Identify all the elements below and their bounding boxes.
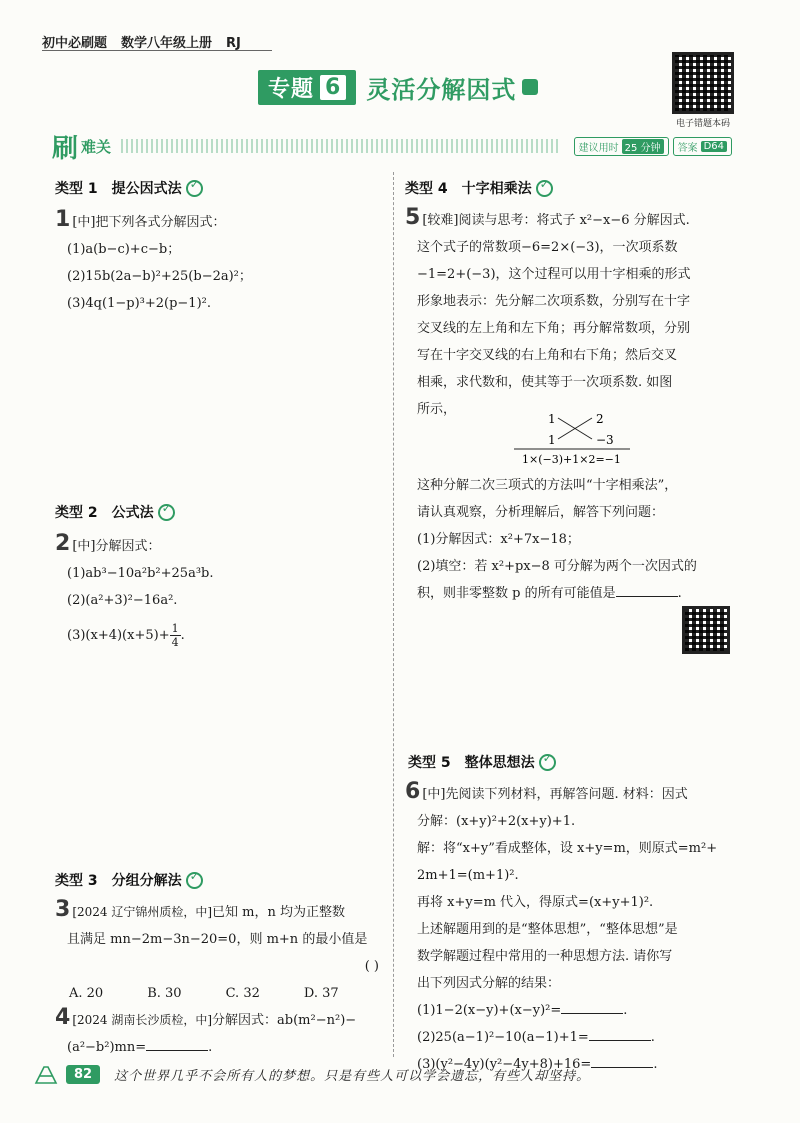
question-stem: 分解因式： — [95, 539, 161, 554]
edition: RJ — [226, 36, 241, 51]
question-line-2: (a²−b²)mn= — [67, 1040, 147, 1055]
q5-line: 写在十字交叉线的右上角和右下角；然后交叉 — [417, 348, 678, 363]
answer-pill — [673, 137, 732, 156]
q5-after-line: 请认真观察，分析理解后，解答下列问题： — [417, 505, 665, 520]
q5-line: 形象地表示：先分解二次项系数，分别写在十字 — [417, 294, 691, 309]
footer-motto: 这个世界几乎不会所有人的梦想。只是有些人可以学会遗忘，有些人却坚持。 — [114, 1068, 591, 1084]
type-label: 类型 1 — [55, 181, 98, 197]
check-icon — [186, 872, 203, 889]
type-label: 类型 5 — [408, 755, 451, 771]
q6-part-3: (3)(y²−4y)(y²−4y+8)+16= — [417, 1057, 592, 1072]
option-a[interactable]: A. 20 — [69, 986, 104, 1001]
question-tag: [中] — [422, 787, 446, 802]
q6-line: 数学解题过程中常用的一种思想方法. 请你写 — [417, 949, 673, 964]
title-badge-label: 专题 — [268, 76, 315, 102]
part-1: (1)ab³−10a²b²+25a³b. — [67, 566, 214, 581]
page-number: 82 — [66, 1065, 100, 1084]
page-footer — [34, 1058, 766, 1090]
band-title: 刷 — [52, 133, 79, 164]
q5-line: 这个式子的常数项−6=2×(−3)，一次项系数 — [417, 240, 678, 255]
part-3: (3)4q(1−p)³+2(p−1)². — [67, 296, 211, 311]
type-name: 公式法 — [111, 505, 154, 521]
question-number: 2 — [55, 531, 71, 556]
cross-bottom-right: −3 — [596, 433, 614, 447]
check-icon — [539, 754, 556, 771]
question-number: 6 — [405, 779, 421, 804]
type-1-heading — [55, 178, 203, 198]
question-5-continued: 这种分解二次三项式的方法叫“十字相乘法”， 请认真观察，分析理解后，解答下列问题： (1)分解因式：x²+7x−18； (2)填空：若 x²+px−8 可分解为两个一次因式的 积，则非零整数 p 的所有可能值是 . — [405, 472, 745, 607]
answer-page: D64 — [701, 141, 727, 152]
question-line-1: 分解因式：ab(m²−n²)− — [212, 1013, 357, 1028]
type-3-heading — [55, 870, 203, 890]
type-name: 提公因式法 — [111, 181, 182, 197]
question-5 — [405, 204, 745, 423]
q6-line: 再将 x+y=m 代入，得原式=(x+y+1)². — [417, 895, 654, 910]
type-5-heading — [408, 752, 556, 772]
fraction-denominator: 4 — [171, 636, 179, 649]
question-line-1: 已知 m，n 均为正整数 — [212, 905, 345, 920]
q6-line: 先阅读下列材料，再解答问题. 材料：因式 — [445, 787, 688, 802]
q6-part-1: (1)1−2(x−y)+(x−y)²= — [417, 1003, 562, 1018]
q5-line: −1=2+(−3)，这个过程可以用十字相乘的形式 — [417, 267, 691, 282]
cross-diagram — [512, 406, 632, 468]
band-subtitle: 难关 — [81, 137, 112, 156]
title-number: 6 — [320, 75, 346, 100]
check-icon — [158, 504, 175, 521]
question-tag: [2024 湖南长沙质检，中] — [72, 1013, 213, 1027]
q6-part-2: (2)25(a−1)²−10(a−1)+1= — [417, 1030, 589, 1045]
question-tag: [较难] — [422, 213, 459, 228]
option-d[interactable]: D. 37 — [303, 986, 339, 1001]
cross-bottom-left: 1 — [548, 433, 556, 447]
answer-label: 答案 — [677, 142, 698, 154]
qr-code-mid[interactable] — [682, 604, 730, 654]
header-rule — [42, 50, 272, 51]
cross-result: 1×(−3)+1×2=−1 — [522, 453, 621, 466]
time-pill — [574, 137, 669, 156]
type-label: 类型 4 — [405, 181, 448, 197]
option-b[interactable]: B. 30 — [147, 986, 182, 1001]
question-6: 6 [中]先阅读下列材料，再解答问题. 材料：因式 分解：(x+y)²+2(x+y)+1. 解：将“x+y”看成整体，设 x+y=m，则原式=m²+ 2m+1=(m+1)². 再将 x+y=m 代入，得原式=(x+y+1)². 上述解题用到的是“整体思想”，“整体思想”是 数学解题过程中常用的一种思想方法. 请你写 出下列因式分解的结果： (1)1−2(x−y)+(x−y)²= . (2)25(a−1)²−10(a−1)+1= . (3)(y²−4y)(y²−4y+8)+16= . — [405, 778, 750, 1078]
fraction — [170, 622, 181, 649]
q5-line: 阅读与思考：将式子 x²−x−6 分解因式. — [458, 213, 690, 228]
question-tag: [中] — [72, 539, 96, 554]
q6-line: 上述解题用到的是“整体思想”，“整体思想”是 — [417, 922, 678, 937]
question-tag: [中] — [72, 215, 96, 230]
time-label: 建议用时 — [578, 142, 619, 154]
type-2-heading — [55, 502, 175, 522]
q5-part-2-cont: 积，则非零整数 p 的所有可能值是 — [417, 586, 616, 601]
q6-line: 分解：(x+y)²+2(x+y)+1. — [417, 814, 576, 829]
question-number: 3 — [55, 897, 71, 922]
cross-top-left: 1 — [548, 412, 556, 426]
part-3-text: (3)(x+4)(x+5)+ — [67, 628, 170, 643]
qr-code-top[interactable] — [672, 52, 734, 129]
difficulty-band — [52, 132, 732, 164]
part-2: (2)15b(2a−b)²+25(b−2a)²； — [67, 269, 252, 284]
q6-line: 解：将“x+y”看成整体，设 x+y=m，则原式=m²+ — [417, 841, 718, 856]
time-value: 25 分钟 — [622, 139, 664, 154]
pencil-icon — [34, 1063, 60, 1085]
qr-caption: 电子错题本码 — [675, 119, 730, 129]
q6-line: 2m+1=(m+1)². — [417, 868, 519, 883]
q5-after-line: 这种分解二次三项式的方法叫“十字相乘法”， — [417, 478, 678, 493]
check-icon — [536, 180, 553, 197]
q5-line: 相乘，求代数和，使其等于一次项系数. 如图 — [417, 375, 673, 390]
question-line-2: 且满足 mn−2m−3n−20=0，则 m+n 的最小值是 — [67, 932, 368, 947]
answer-parens[interactable]: ( ) — [364, 959, 379, 974]
options — [55, 980, 387, 1007]
part-1: (1)a(b−c)+c−b； — [67, 242, 181, 257]
question-number: 4 — [55, 1005, 71, 1030]
q5-line: 所示， — [417, 402, 457, 417]
question-stem: 把下列各式分解因式： — [95, 215, 226, 230]
series-name: 初中必刷题 — [42, 36, 108, 51]
question-4: 4 [2024 湖南长沙质检，中]分解因式：ab(m²−n²)− (a²−b²)mn= . — [55, 1005, 357, 1055]
part-3-end: . — [180, 628, 185, 643]
q5-line: 交叉线的左上角和左下角；再分解常数项，分别 — [417, 321, 691, 336]
answer-blank[interactable] — [561, 999, 623, 1014]
question-number: 5 — [405, 205, 421, 230]
check-icon — [186, 180, 203, 197]
answer-blank[interactable] — [589, 1026, 651, 1041]
question-tag: [2024 辽宁锦州质检，中] — [72, 905, 213, 919]
type-name: 整体思想法 — [464, 755, 535, 771]
type-4-heading — [405, 178, 553, 198]
cross-top-right: 2 — [596, 412, 604, 426]
question-3 — [55, 896, 387, 1007]
q5-part-1: (1)分解因式：x²+7x−18； — [417, 532, 580, 547]
type-name: 分组分解法 — [111, 873, 182, 889]
answer-blank[interactable] — [616, 582, 678, 597]
dotted-rule — [121, 139, 560, 153]
part-2: (2)(a²+3)²−16a². — [67, 593, 178, 608]
column-divider — [393, 172, 394, 1057]
section-title — [258, 70, 538, 104]
title-badge — [258, 70, 356, 105]
type-label: 类型 3 — [55, 873, 98, 889]
question-2 — [55, 530, 385, 649]
question-1 — [55, 206, 385, 317]
subject-name: 数学八年级上册 — [121, 36, 213, 51]
type-name: 十字相乘法 — [461, 181, 532, 197]
qr-icon — [672, 52, 734, 114]
fraction-numerator: 1 — [171, 622, 179, 635]
q5-part-2: (2)填空：若 x²+px−8 可分解为两个一次因式的 — [417, 559, 697, 574]
option-c[interactable]: C. 32 — [225, 986, 260, 1001]
question-number: 1 — [55, 207, 71, 232]
part-3 — [55, 622, 385, 649]
q6-line: 出下列因式分解的结果： — [417, 976, 561, 991]
puzzle-icon — [522, 79, 538, 95]
title-text: 灵活分解因式 — [366, 75, 517, 104]
answer-blank[interactable] — [146, 1036, 208, 1051]
type-label: 类型 2 — [55, 505, 98, 521]
running-header — [42, 32, 255, 51]
qr-icon — [682, 606, 730, 654]
